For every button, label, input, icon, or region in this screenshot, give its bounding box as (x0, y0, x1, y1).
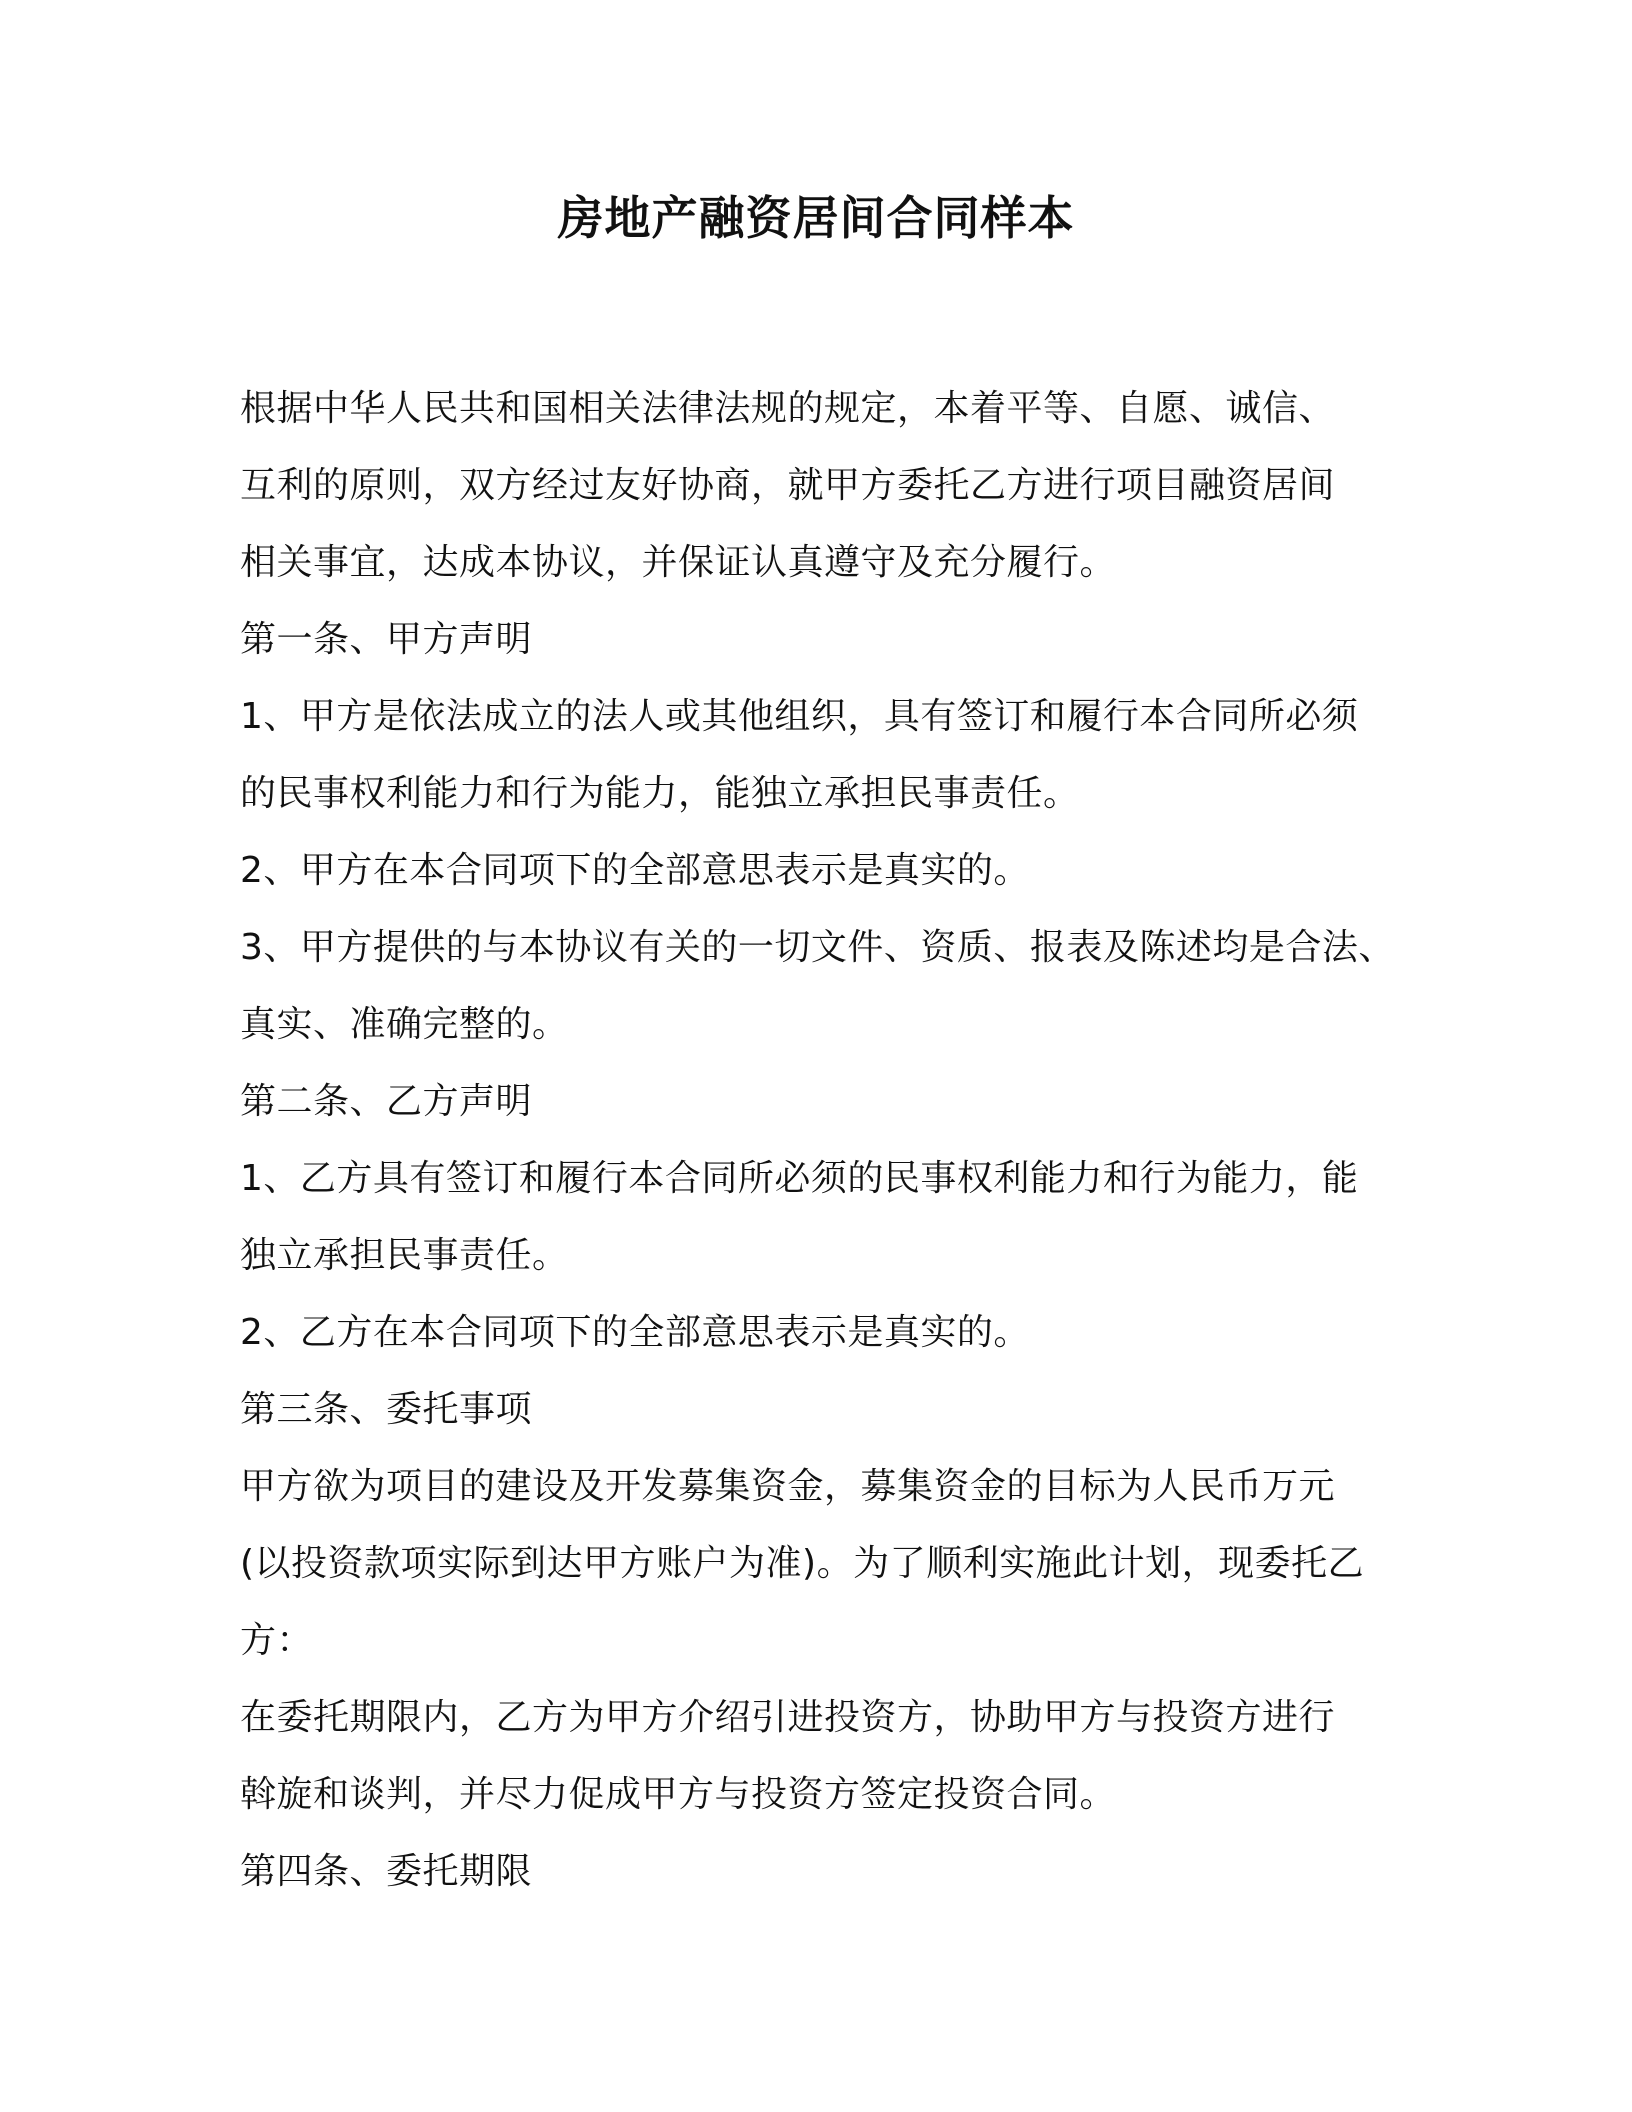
paragraph-line: 1、甲方是依法成立的法人或其他组织，具有签订和履行本合同所必须 (240, 696, 1359, 737)
document-body (240, 370, 1420, 1910)
paragraph-line: 3、甲方提供的与本协议有关的一切文件、资质、报表及陈述均是合法、 (240, 927, 1395, 968)
paragraph-line: 1、乙方具有签订和履行本合同所必须的民事权利能力和行为能力，能 (240, 1158, 1359, 1199)
paragraph-line: 2、乙方在本合同项下的全部意思表示是真实的。 (240, 1312, 1030, 1353)
paragraph-line: (以投资款项实际到达甲方账户为准)。为了顺利实施此计划，现委托乙 (240, 1543, 1365, 1584)
paragraph-line: 独立承担民事责任。 (240, 1235, 569, 1276)
paragraph-line: 2、甲方在本合同项下的全部意思表示是真实的。 (240, 850, 1030, 891)
paragraph-line: 斡旋和谈判，并尽力促成甲方与投资方签定投资合同。 (240, 1774, 1117, 1815)
paragraph-line: 方： (240, 1620, 314, 1661)
section-heading-1: 第一条、甲方声明 (240, 619, 533, 660)
section-heading-4: 第四条、委托期限 (240, 1851, 533, 1892)
section-heading-3: 第三条、委托事项 (240, 1389, 533, 1430)
paragraph-line: 甲方欲为项目的建设及开发募集资金，募集资金的目标为人民币万元 (240, 1466, 1336, 1507)
paragraph-line: 真实、准确完整的。 (240, 1004, 569, 1045)
paragraph-line: 互利的原则，双方经过友好协商，就甲方委托乙方进行项目融资居间 (240, 465, 1336, 506)
section-heading-2: 第二条、乙方声明 (240, 1081, 533, 1122)
paragraph-line: 在委托期限内，乙方为甲方介绍引进投资方，协助甲方与投资方进行 (240, 1697, 1336, 1738)
paragraph-line: 根据中华人民共和国相关法律法规的规定，本着平等、自愿、诚信、 (240, 388, 1336, 429)
document-title: 房地产融资居间合同样本 (557, 191, 1075, 245)
paragraph-line: 的民事权利能力和行为能力，能独立承担民事责任。 (240, 773, 1080, 814)
paragraph-line: 相关事宜，达成本协议，并保证认真遵守及充分履行。 (240, 542, 1117, 583)
